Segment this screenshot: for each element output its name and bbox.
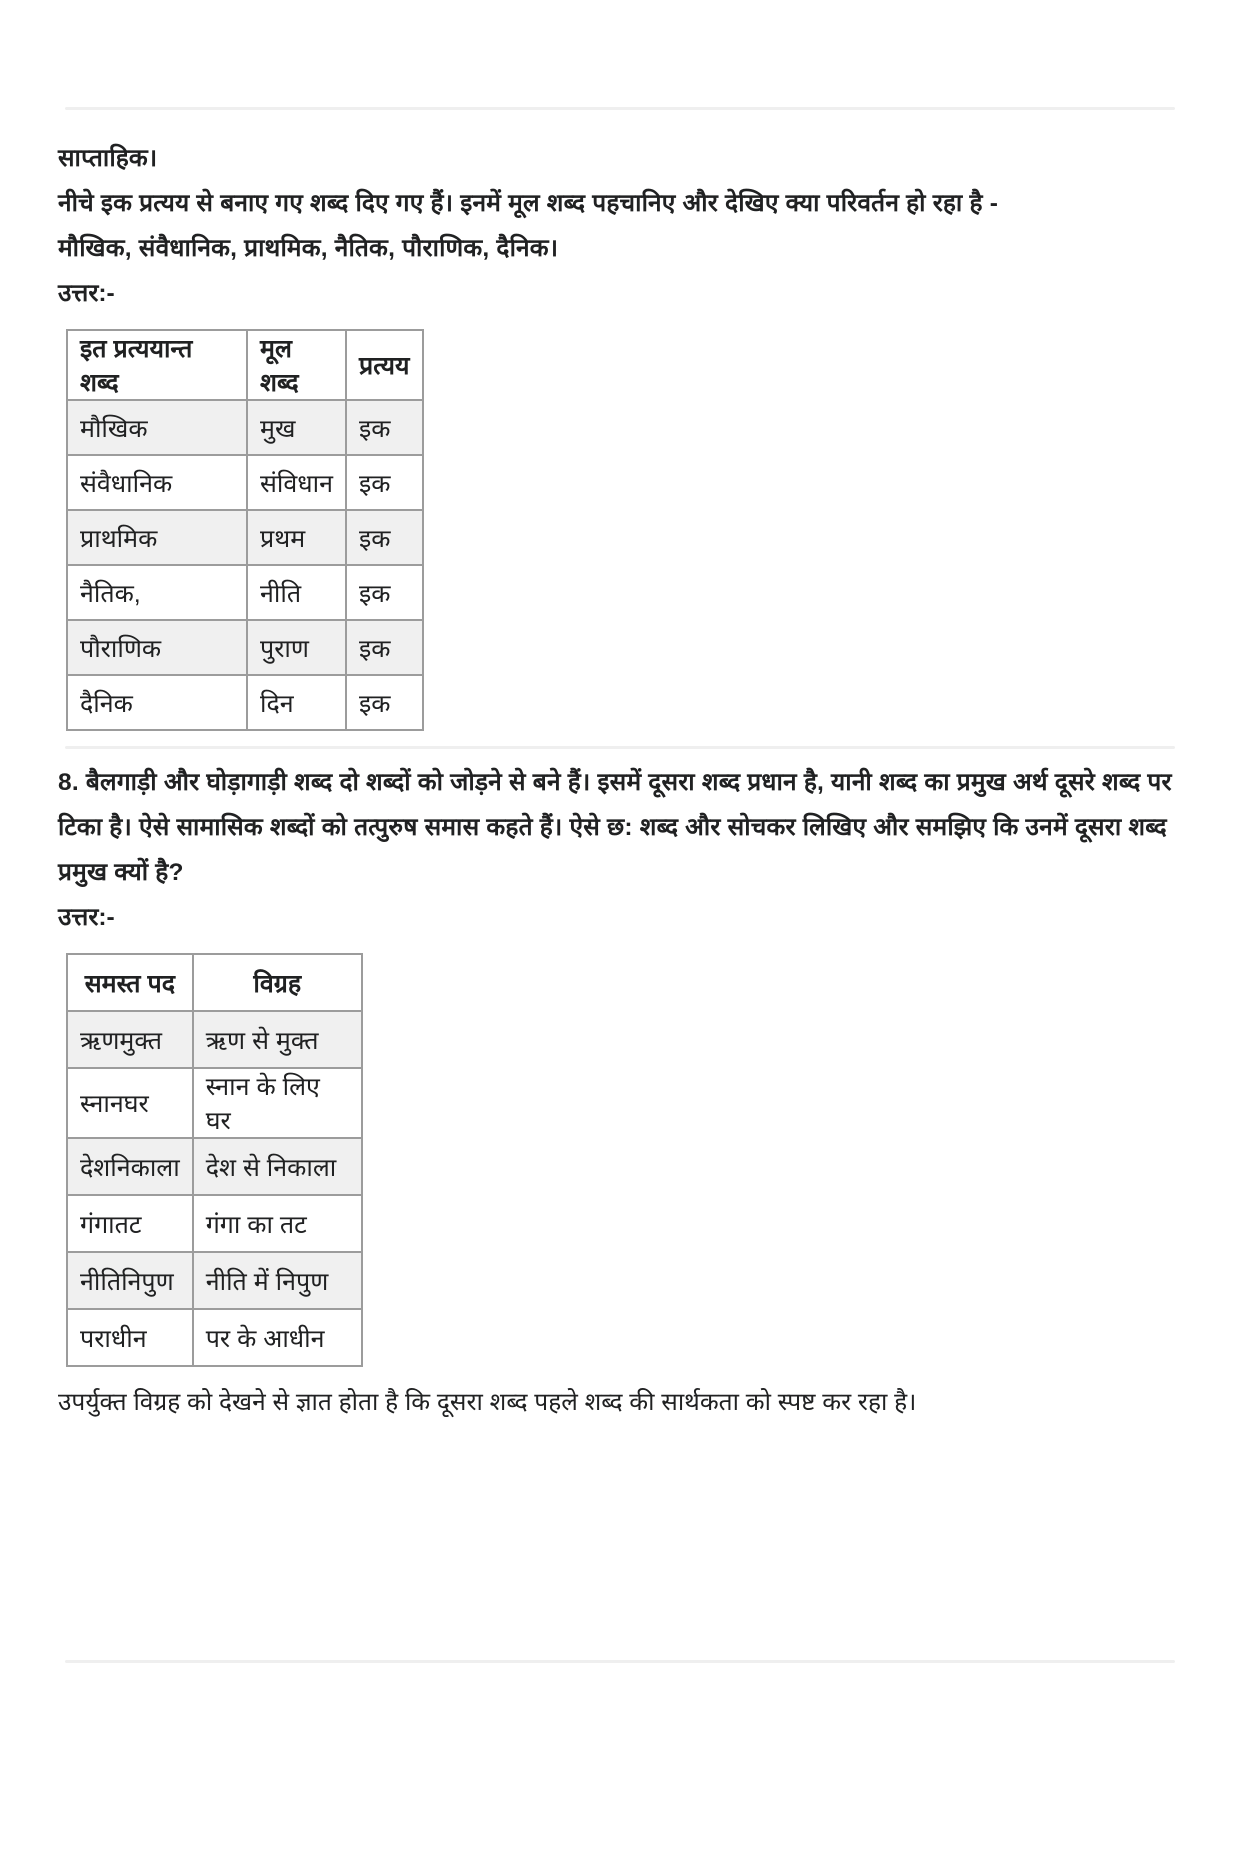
table-cell: नीति — [247, 565, 346, 620]
table-row — [67, 1011, 362, 1068]
intro-line-1: साप्ताहिक। — [58, 145, 158, 172]
table-header-cell: समस्त पद — [67, 954, 193, 1011]
table-row — [67, 455, 423, 510]
table-header-cell: इत प्रत्ययान्त शब्द — [67, 330, 247, 400]
intro-line-3: मौखिक, संवैधानिक, प्राथमिक, नैतिक, पौराणिक, दैनिक। — [58, 235, 559, 262]
question-section — [0, 760, 1240, 1425]
intro-line-2: नीचे इक प्रत्यय से बनाए गए शब्द दिए गए हैं। इनमें मूल शब्द पहचानिए और देखिए क्या परिवर्तन हो रहा है - — [58, 190, 999, 217]
bottom-separator — [65, 1660, 1175, 1663]
table-cell: दिन — [247, 675, 346, 730]
table-row — [67, 400, 423, 455]
table-cell: इक — [346, 675, 422, 730]
table-cell: संवैधानिक — [67, 455, 247, 510]
table-cell: ऋण से मुक्त — [193, 1011, 362, 1068]
table-cell: नैतिक, — [67, 565, 247, 620]
table-cell: स्नान के लिए घर — [193, 1068, 362, 1138]
table-cell: इक — [346, 510, 422, 565]
question-8-text: 8. बैलगाड़ी और घोड़ागाड़ी शब्द दो शब्दों को जोड़ने से बने हैं। इसमें दूसरा शब्द प्रधान है, यानी शब्द का प्रमुख अर्थ दूसरे शब्द पर टिका है। ऐसे सामासिक शब्दों को तत्पुरुष समास कहते हैं। ऐसे छ: शब्द और सोचकर लिखिए और समझिए कि उनमें दूसरा शब्द प्रमुख क्यों है? — [58, 769, 1172, 886]
table-row — [67, 565, 423, 620]
page-content — [0, 136, 1240, 731]
table-row — [67, 510, 423, 565]
table-row — [67, 1068, 362, 1138]
conclusion-text: उपर्युक्त विग्रह को देखने से ज्ञात होता है कि दूसरा शब्द पहले शब्द की सार्थकता को स्पष्ट कर रहा है। — [58, 1389, 917, 1416]
table-cell: दैनिक — [67, 675, 247, 730]
table-cell: नीति में निपुण — [193, 1252, 362, 1309]
table-row — [67, 675, 423, 730]
document-page — [0, 107, 1240, 1862]
table-cell: संविधान — [247, 455, 346, 510]
table-cell: देशनिकाला — [67, 1138, 193, 1195]
table-row — [67, 1195, 362, 1252]
table-cell: स्नानघर — [67, 1068, 193, 1138]
table-cell: गंगा का तट — [193, 1195, 362, 1252]
table-cell: प्रथम — [247, 510, 346, 565]
table-cell: पौराणिक — [67, 620, 247, 675]
table-cell: इक — [346, 400, 422, 455]
table-cell: इक — [346, 565, 422, 620]
table-cell: मौखिक — [67, 400, 247, 455]
table-cell: पुराण — [247, 620, 346, 675]
mid-separator — [65, 746, 1175, 749]
answer-label-2: उत्तर:- — [58, 904, 115, 931]
table-header-cell: मूल शब्द — [247, 330, 346, 400]
top-separator — [65, 107, 1175, 110]
table-cell: इक — [346, 455, 422, 510]
table-header-row — [67, 954, 362, 1011]
table-cell: मुख — [247, 400, 346, 455]
table-cell: प्राथमिक — [67, 510, 247, 565]
table-cell: देश से निकाला — [193, 1138, 362, 1195]
table-cell: नीतिनिपुण — [67, 1252, 193, 1309]
table-cell: इक — [346, 620, 422, 675]
samas-table — [66, 953, 363, 1367]
table-cell: पराधीन — [67, 1309, 193, 1366]
suffix-table — [66, 329, 424, 731]
table-row — [67, 1138, 362, 1195]
answer-label-1: उत्तर:- — [58, 280, 115, 307]
intro-section — [58, 136, 1182, 316]
table-row — [67, 1309, 362, 1366]
table-header-cell: विग्रह — [193, 954, 362, 1011]
table-header-row — [67, 330, 423, 400]
table-row — [67, 620, 423, 675]
table-cell: पर के आधीन — [193, 1309, 362, 1366]
table-header-cell: प्रत्यय — [346, 330, 422, 400]
table-cell: गंगातट — [67, 1195, 193, 1252]
table-cell: ऋणमुक्त — [67, 1011, 193, 1068]
table-row — [67, 1252, 362, 1309]
